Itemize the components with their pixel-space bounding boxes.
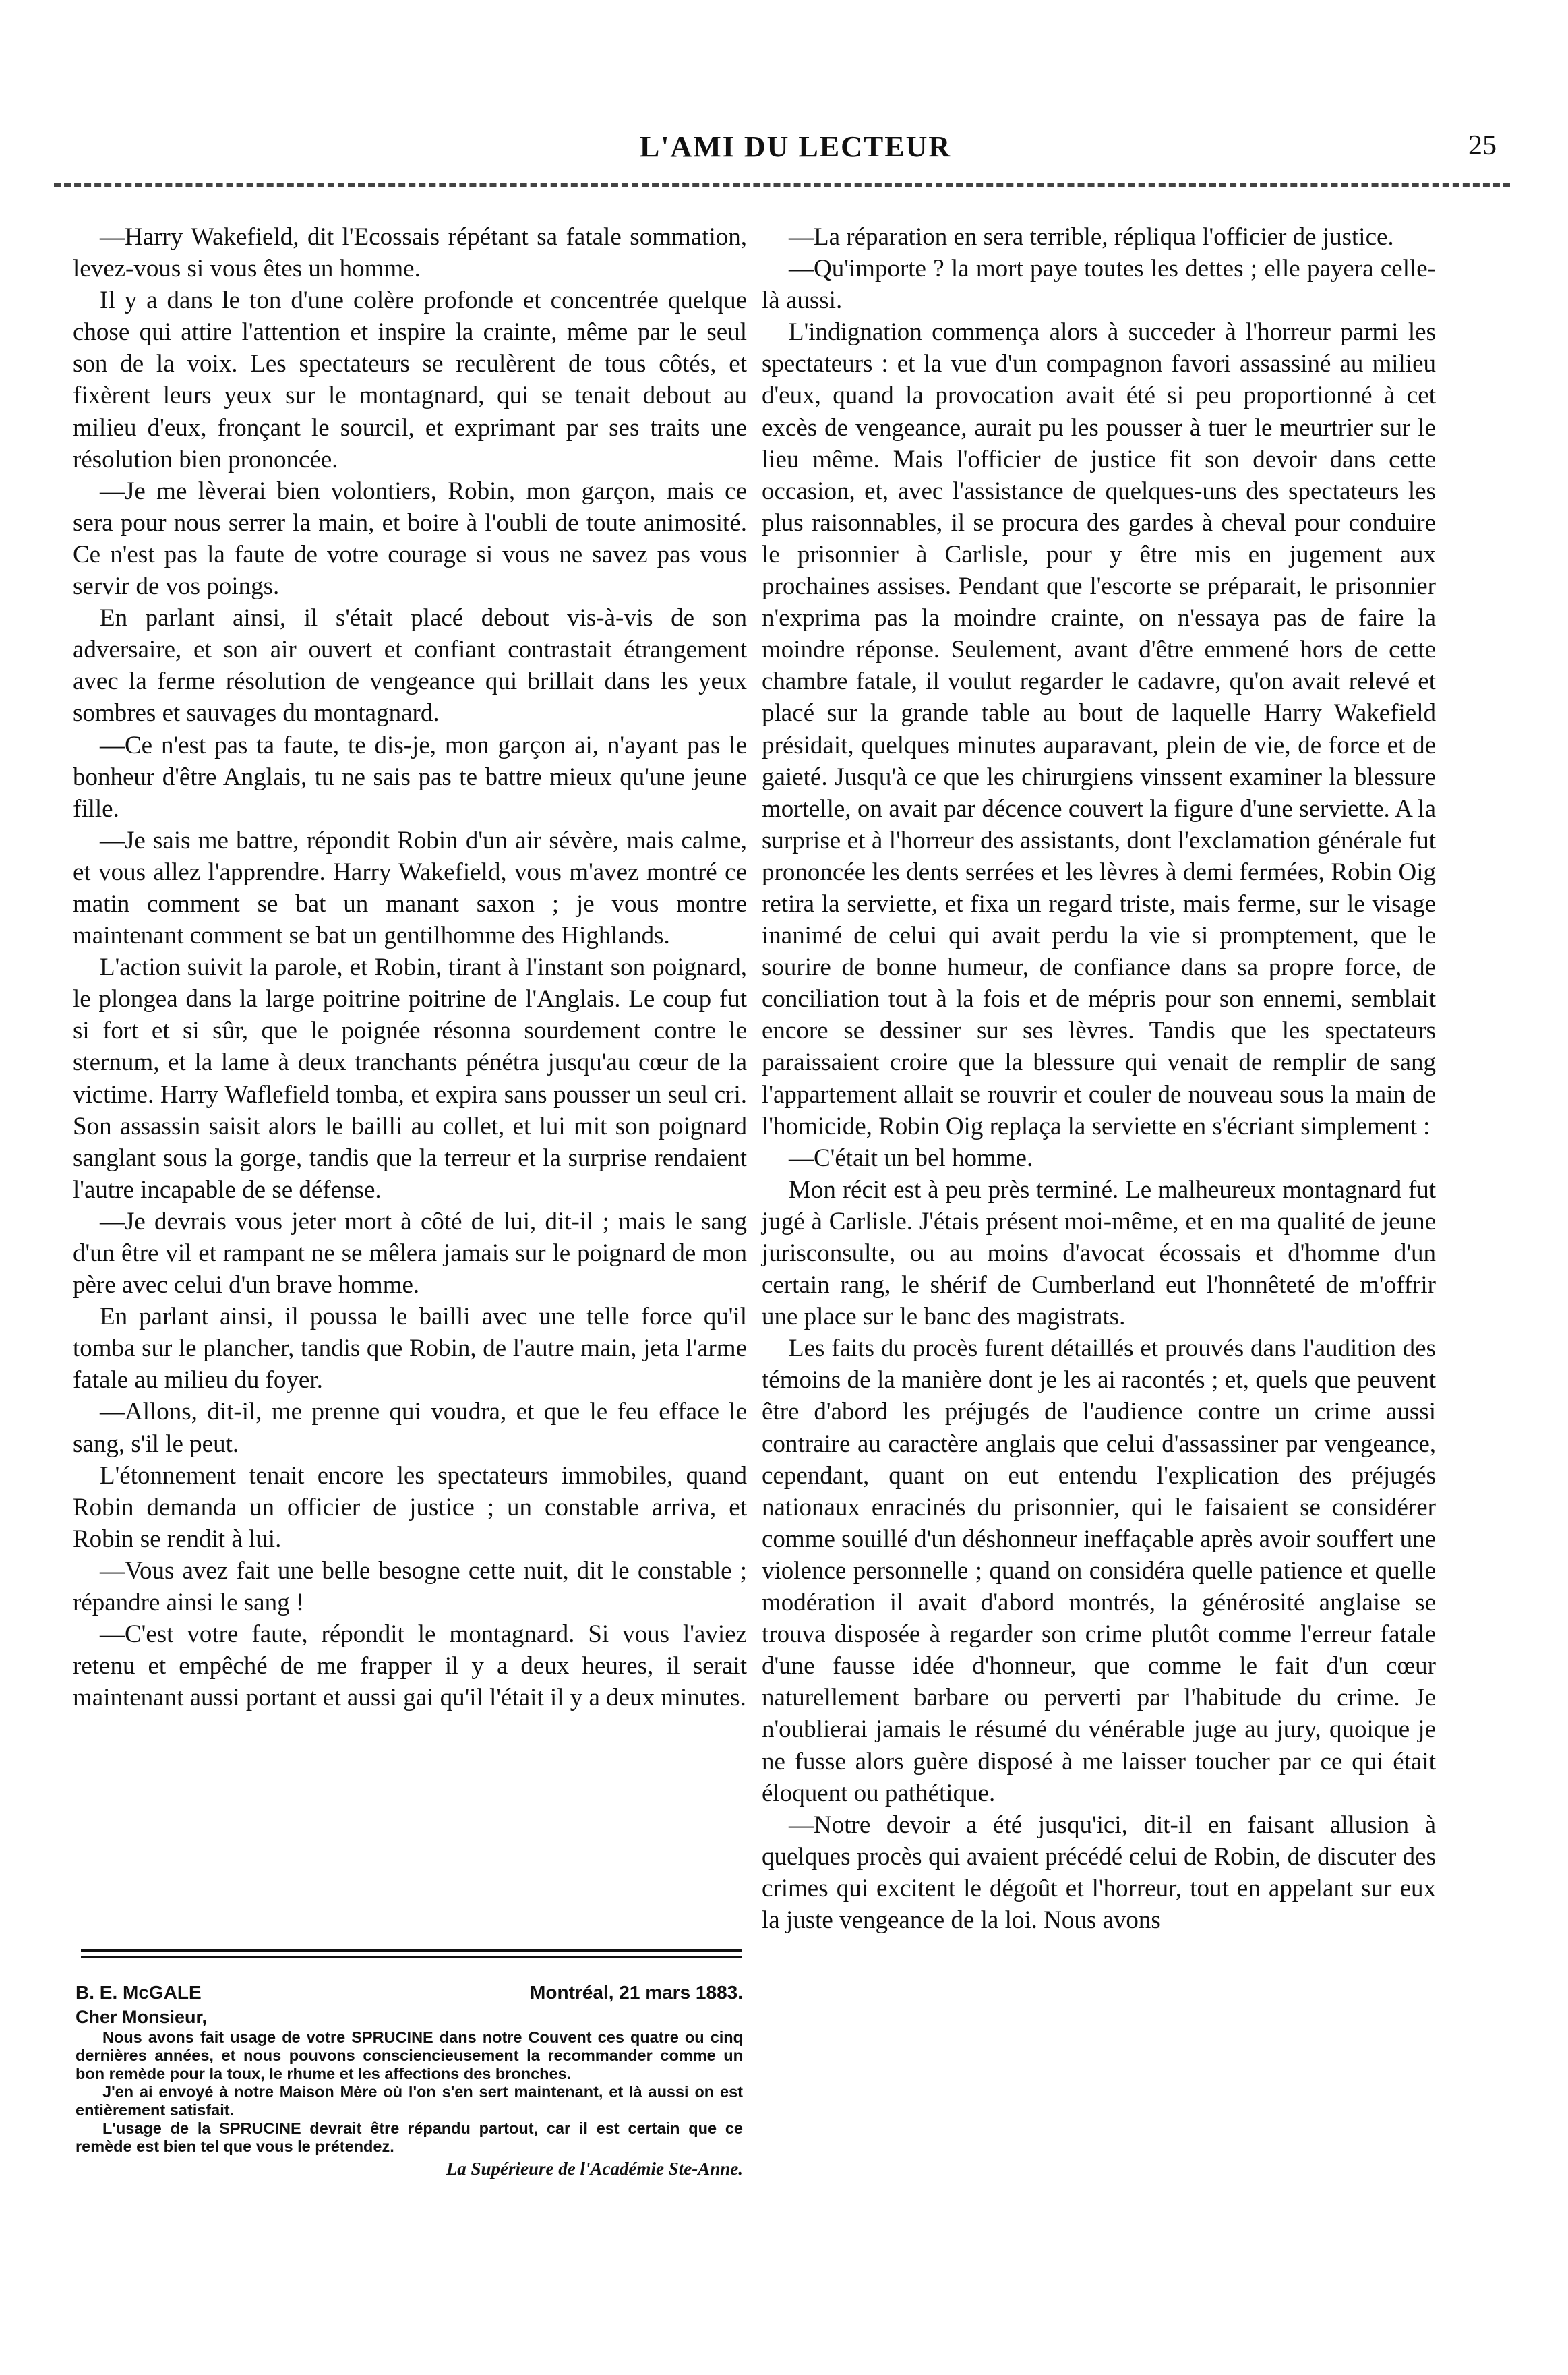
notice-header xyxy=(76,1981,743,2004)
page-number: 25 xyxy=(1468,130,1497,161)
paragraph: —La réparation en sera terrible, répliqua l'officier de justice. xyxy=(789,223,1394,251)
paragraph: —Ce n'est pas ta faute, te dis-je, mon garçon ai, n'ayant pas le bonheur d'être Anglais, tu ne sais pas te battre mieux qu'une jeune fille. xyxy=(73,731,747,823)
paragraph: —C'est votre faute, répondit le montagnard. Si vous l'aviez retenu et empêché de me frapper il y a deux heures, il serait maintenant aussi portant et aussi gai qu'il l'était il y a deux minutes. xyxy=(73,1620,747,1712)
running-head xyxy=(94,129,1497,177)
right-column xyxy=(762,221,1436,1936)
notice-paragraph: J'en ai envoyé à notre Maison Mère où l'on s'en sert maintenant, et là aussi on est entièrement satisfait. xyxy=(76,2083,743,2119)
paragraph: En parlant ainsi, il s'était placé debout vis-à-vis de son adversaire, et son air ouvert et confiant contrastait étrangement avec la ferme résolution de vengeance qui brillait dans les yeux sombres et sauvages du montagnard. xyxy=(73,604,747,728)
paragraph: Mon récit est à peu près terminé. Le malheureux montagnard fut jugé à Carlisle. J'étais présent moi-même, et en ma qualité de jeune jurisconsulte, ou au moins d'avocat écossais et d'homme d'un certain rang, le shérif de Cumberland eut l'honnêteté de m'offrir une place sur le banc des magistrats. xyxy=(762,1175,1436,1331)
notice-rule-thin xyxy=(81,1956,742,1958)
header-rule xyxy=(54,183,1510,187)
notice-signature: La Supérieure de l'Académie Ste-Anne. xyxy=(446,2159,743,2179)
paragraph: L'indignation commença alors à succeder à l'horreur parmi les spectateurs : et la vue d'un compagnon favori assassiné au milieu d'eux, quand la provocation avait été si peu proportionné à cet excès de vengeance, aurait pu les pousser à tuer le meurtrier sur le lieu même. Mais l'officier de justice fit son devoir dans cette occasion, et, avec l'assistance de quelques-uns des spectateurs les plus raisonnables, il se procura des gardes à cheval pour conduire le prisonnier à Carlisle, pour y être mis en jugement aux prochaines assises. Pendant que l'escorte se préparait, le prisonnier n'exprima pas la moindre crainte, on n'essaya pas de faire la moindre réponse. Seulement, avant d'être emmené hors de cette chambre fatale, il voulut regarder le cadavre, qu'on avait relevé et placé sur la grande table au bout de laquelle Harry Wakefield présidait, quelques minutes auparavant, plein de vie, de force et de gaieté. Jusqu'à ce que les chirurgiens vinssent examiner la blessure mortelle, on avait par décence couvert la figure d'une serviette. A la surprise et à l'horreur des assistants, dont l'exclamation générale fut prononcée les dents serrées et les lèvres à demi fermées, Robin Oig retira la serviette, et fixa un regard triste, mais ferme, sur le visage inanimé de celui qui avait perdu la vie si promptement, que le sourire de bonne humeur, de confiance dans sa propre force, de conciliation tout à la fois et de mépris pour son ennemi, semblait encore se dessiner sur ses lèvres. Tandis que les spectateurs paraissaient croire que la blessure qui venait de remplir de sang l'appartement allait se rouvrir et couler de nouveau sous la main de l'homicide, Robin Oig replaça la serviette en s'écriant simplement : xyxy=(762,318,1436,1140)
paragraph: En parlant ainsi, il poussa le bailli avec une telle force qu'il tomba sur le plancher, tandis que Robin, de l'autre main, jeta l'arme fatale au milieu du foyer. xyxy=(73,1303,747,1395)
paragraph: —Je devrais vous jeter mort à côté de lui, dit-il ; mais le sang d'un être vil et rampant ne se mêlera jamais sur le poignard de mon père avec celui d'un brave homme. xyxy=(73,1207,747,1299)
paragraph: —Je me lèverai bien volontiers, Robin, mon garçon, mais ce sera pour nous serrer la main, et boire à l'oubli de toute animosité. Ce n'est pas la faute de votre courage si vous ne savez pas vous servir de vos poings. xyxy=(73,477,747,601)
paragraph: —C'était un bel homme. xyxy=(789,1144,1033,1172)
paragraph: Il y a dans le ton d'une colère profonde et concentrée quelque chose qui attire l'attention et inspire la crainte, même par le seul son de la voix. Les spectateurs se reculèrent de tous côtés, et fixèrent leurs yeux sur le montagnard, qui se tenait debout au milieu d'eux, fronçant le sourcil, et exprimant par ses traits une résolution bien prononcée. xyxy=(73,287,747,473)
paragraph: —Vous avez fait une belle besogne cette nuit, dit le constable ; répandre ainsi le sang ! xyxy=(73,1556,747,1617)
paragraph: —Notre devoir a été jusqu'ici, dit-il en faisant allusion à quelques procès qui avaient précédé celui de Robin, de discuter des crimes qui excitent le dégoût et l'horreur, tout en appelant sur eux la juste vengeance de la loi. Nous avons xyxy=(762,1811,1436,1934)
notice-sender: B. E. McGALE xyxy=(76,1982,202,2003)
left-column xyxy=(73,221,747,1713)
notice-rule-thick xyxy=(81,1949,742,1952)
paragraph: L'action suivit la parole, et Robin, tirant à l'instant son poignard, le plongea dans la large poitrine poitrine de l'Anglais. Le coup fut si fort et si sûr, que le poignée résonna sourdement contre le sternum, et la lame à deux tranchants pénétra jusqu'au cœur de la victime. Harry Waflefield tomba, et expira sans pousser un seul cri. Son assassin saisit alors le bailli au collet, et lui mit son poignard sanglant sous la gorge, tandis que la terreur et la surprise rendaient l'autre incapable de se défense. xyxy=(73,954,747,1204)
notice-paragraph: L'usage de la SPRUCINE devrait être répandu partout, car il est certain que ce remède est bien tel que vous le prétendez. xyxy=(76,2119,743,2155)
paragraph: Les faits du procès furent détaillés et prouvés dans l'audition des témoins de la manière dont je les ai racontés ; et, quels que peuvent être d'abord les préjugés de l'audience contre un crime aussi contraire au caractère anglais que celui d'assassiner par vengeance, cependant, quant on eut entendu l'explication des préjugés nationaux enracinés du prisonnier, qui le faisaient se considérer comme souillé d'un déshonneur ineffaçable après avoir souffert une violence personnelle ; quand on considéra quelle patience et quelle modération il avait d'abord montrés, la générosité anglaise se trouva disposée à regarder son crime plutôt comme l'erreur fatale d'une fausse idée d'honneur, que comme le fait d'un cœur naturellement barbare ou perverti par l'habitude du crime. Je n'oublierai jamais le résumé du vénérable juge au jury, quoique je ne fusse alors guère disposé à me laisser toucher par ce qui était éloquent ou pathétique. xyxy=(762,1335,1436,1807)
notice-paragraph: Nous avons fait usage de votre SPRUCINE dans notre Couvent ces quatre ou cinq dernières années, et nous pouvons consciencieusement la recommander comme un bon remède pour la toux, le rhume et les affections des bronches. xyxy=(76,2028,743,2082)
paragraph: —Je sais me battre, répondit Robin d'un air sévère, mais calme, et vous allez l'apprendre. Harry Wakefield, vous m'avez montré ce matin comment se bat un manant saxon ; je vous montre maintenant comment se bat un gentilhomme des Highlands. xyxy=(73,826,747,950)
paragraph: L'étonnement tenait encore les spectateurs immobiles, quand Robin demanda un officier de justice ; un constable arriva, et Robin se rendit à lui. xyxy=(73,1461,747,1553)
paragraph: —Allons, dit-il, me prenne qui voudra, et que le feu efface le sang, s'il le peut. xyxy=(73,1398,747,1458)
paragraph: —Harry Wakefield, dit l'Ecossais répétant sa fatale sommation, levez-vous si vous êtes un homme. xyxy=(73,223,747,283)
notice-place-date: Montréal, 21 mars 1883. xyxy=(530,1982,743,2003)
running-title: L'AMI DU LECTEUR xyxy=(639,130,952,163)
advertisement-notice xyxy=(76,1981,743,2178)
notice-salutation: Cher Monsieur, xyxy=(76,2007,208,2027)
paragraph: —Qu'importe ? la mort paye toutes les dettes ; elle payera celle-là aussi. xyxy=(762,255,1436,315)
